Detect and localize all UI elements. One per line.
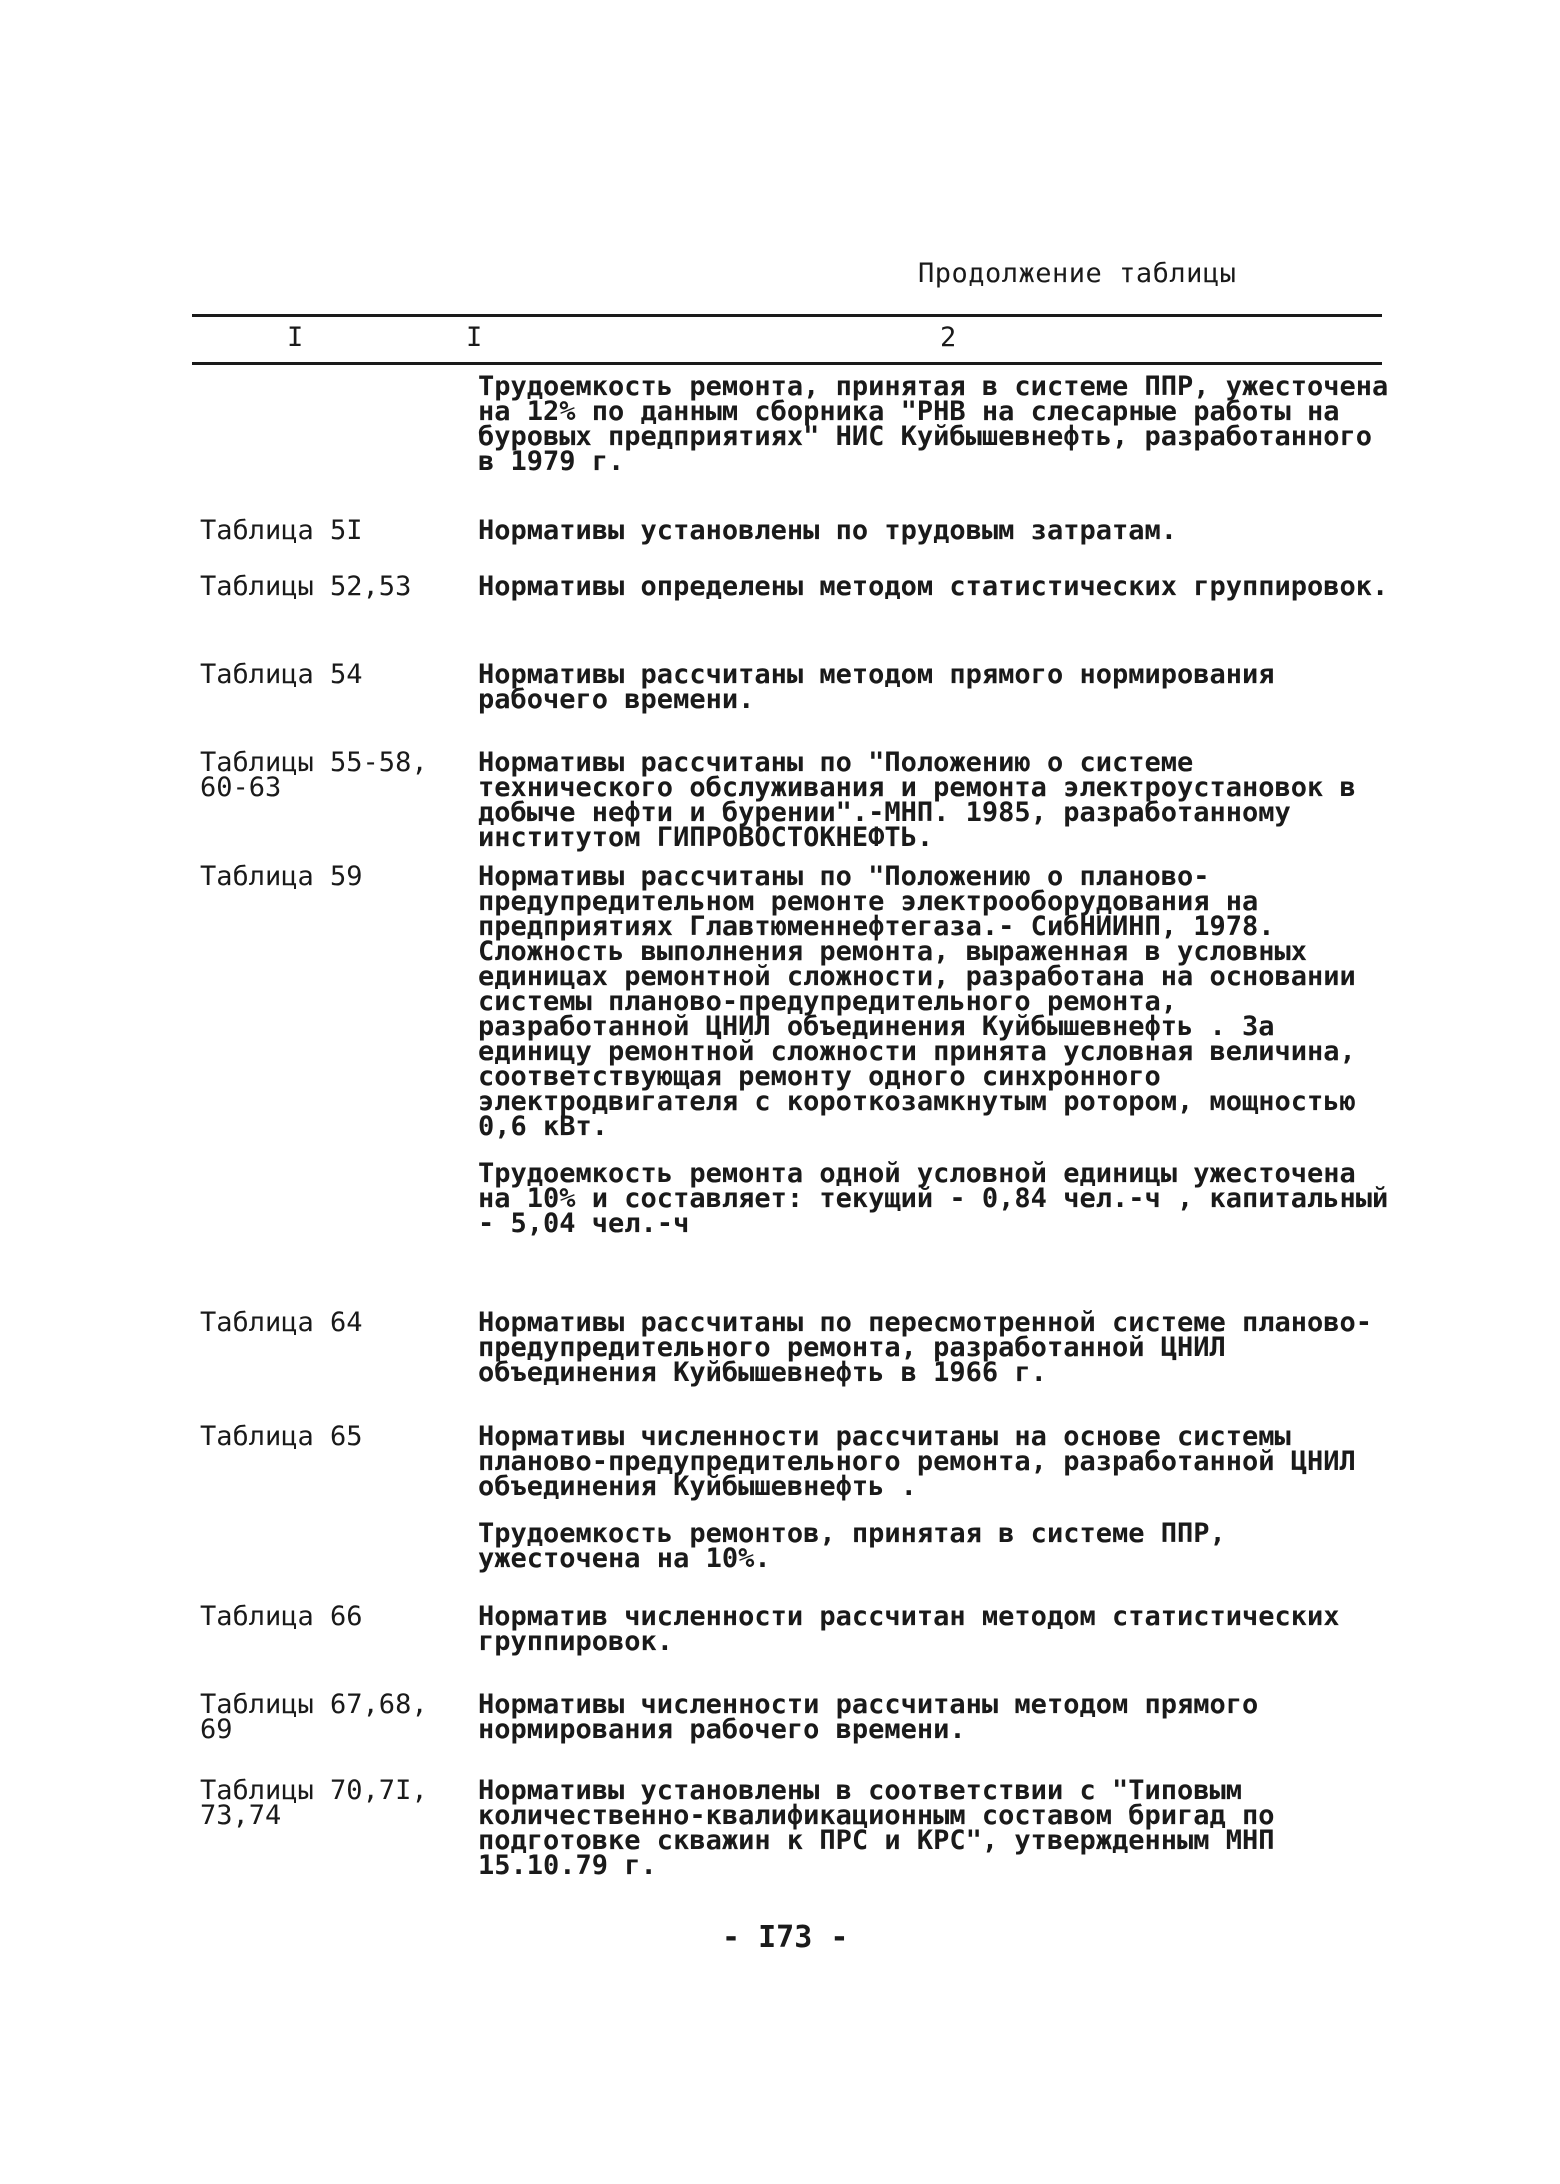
row-description [478, 1307, 1403, 1407]
row-paragraph: Нормативы рассчитаны методом прямого нормирования рабочего времени. [478, 659, 1275, 715]
column-separator: I [466, 322, 483, 353]
table-continued-caption: Продолжение таблицы [918, 258, 1237, 289]
row-paragraph: Нормативы рассчитаны по "Положению о системе технического обслуживания и ремонта электроустановок в добыче нефти и бурении".-МНП. 1985, разработанному институтом ГИПРОВОСТОКНЕФТЬ. [478, 747, 1356, 853]
table-top-rule [192, 314, 1382, 317]
row-paragraph: Нормативы определены методом статистических группировок. [478, 571, 1389, 602]
page-number: - I73 - [722, 1920, 849, 1955]
row-paragraph: Трудоемкость ремонтов, принятая в системе ППР, ужесточена на 10%. [478, 1518, 1226, 1574]
row-label: Таблицы 55-58, 60-63 [200, 747, 428, 803]
row-description [478, 861, 1403, 1258]
row-description [478, 1775, 1403, 1900]
row-label: Таблицы 52,53 [200, 571, 412, 602]
table-header-rule [192, 362, 1382, 365]
row-paragraph: Нормативы установлены по трудовым затратам. [478, 515, 1177, 546]
column-1-header: I [287, 322, 304, 353]
row-label: Таблица 66 [200, 1601, 363, 1632]
row-paragraph: Нормативы численности рассчитаны на основе системы планово-предупредительного ремонта, разработанной ЦНИЛ объединения Куйбышевнефть . [478, 1421, 1356, 1502]
row-paragraph: Нормативы установлены в соответствии с "Типовым количественно-квалификационным составом бригад по подготовке скважин к ПРС и КРС", утвержденным МНП 15.10.79 г. [478, 1775, 1275, 1881]
row-paragraph: Трудоемкость ремонта одной условной единицы ужесточена на 10% и составляет: текущий - 0,84 чел.-ч , капитальный - 5,04 чел.-ч [478, 1158, 1389, 1239]
row-paragraph: Нормативы рассчитаны по "Положению о планово-предупредительном ремонте электрооборудования на предприятиях Главтюменнефтегаза.- СибНИИНП, 1978. Сложность выполнения ремонта, выраженная в условных единицах ремонтной сложности, разработана на основании системы планово-предупредительного ремонта, разработанной ЦНИЛ объединения Куйбышевнефть . За единицу ремонтной сложности принята условная величина, соответствующая ремонту одного синхронного электродвигателя с короткозамкнутым ротором, мощностью 0,6 кВт. [478, 861, 1356, 1142]
row-description [478, 1601, 1403, 1676]
row-label: Таблица 59 [200, 861, 363, 892]
row-description [478, 747, 1403, 872]
row-paragraph: Норматив численности рассчитан методом статистических группировок. [478, 1601, 1340, 1657]
row-label: Таблицы 70,7I, 73,74 [200, 1775, 428, 1831]
row-description [478, 571, 1403, 621]
row-label: Таблица 65 [200, 1421, 363, 1452]
row-description [478, 659, 1403, 734]
row-description [478, 1421, 1403, 1593]
column-2-header: 2 [940, 322, 957, 353]
row-paragraph: Трудоемкость ремонта, принятая в системе ППР, ужесточена на 12% по данным сборника "РНВ на слесарные работы на буровых предприятиях" НИС Куйбышевнефть, разработанного в 1979 г. [478, 371, 1389, 477]
row-label: Таблицы 67,68, 69 [200, 1689, 428, 1745]
row-paragraph: Нормативы рассчитаны по пересмотренной системе планово-предупредительного ремонта, разработанной ЦНИЛ объединения Куйбышевнефть в 1966 г. [478, 1307, 1373, 1388]
row-label: Таблица 64 [200, 1307, 363, 1338]
row-paragraph: Нормативы численности рассчитаны методом прямого нормирования рабочего времени. [478, 1689, 1259, 1745]
row-label: Таблица 54 [200, 659, 363, 690]
row-label: Таблица 5I [200, 515, 363, 546]
row-description [478, 515, 1403, 565]
row-description [478, 371, 1403, 496]
row-description [478, 1689, 1403, 1764]
